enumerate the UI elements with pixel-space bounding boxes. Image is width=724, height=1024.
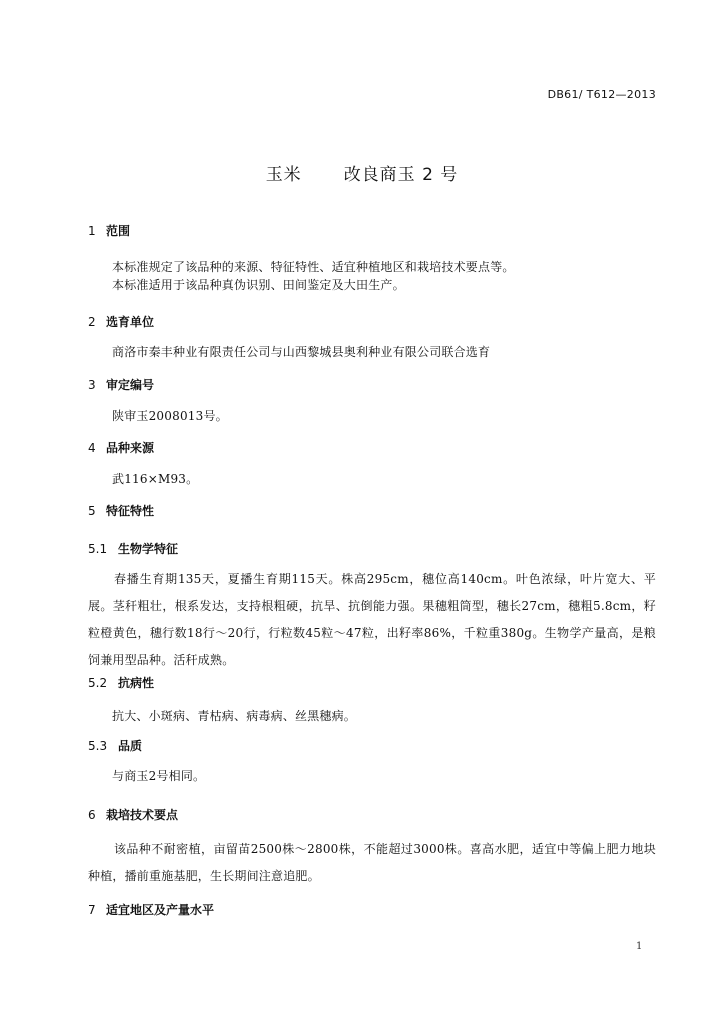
section-heading-scope: 1 范围 [88, 224, 131, 238]
section-heading-characteristics: 5 特征特性 [88, 504, 155, 518]
approval-text: 陕审玉2008013号。 [112, 409, 228, 423]
subsection-heading-biology: 5.1 生物学特征 [88, 542, 179, 556]
section-heading-cultivation: 6 栽培技术要点 [88, 808, 179, 822]
scope-line-1: 本标准规定了该品种的来源、特征特性、适宜种植地区和栽培技术要点等。 [112, 260, 515, 274]
resistance-text: 抗大、小斑病、青枯病、病毒病、丝黑穗病。 [112, 709, 357, 723]
origin-text: 武116×M93。 [112, 472, 199, 486]
biology-text: 春播生育期135天，夏播生育期115天。株高295cm，穗位高140cm。叶色浓绿，叶片宽大、平展。茎秆粗壮，根系发达，支持根粗硬，抗旱、抗倒能力强。果穗粗筒型，穗长27cm，穗粗5.8cm，籽粒橙黄色，穗行数18行～20行，行粒数45粒～47粒，出籽率86%，千粒重380g。生物学产量高，是粮饲兼用型品种。活秆成熟。 [88, 572, 656, 667]
breeder-text: 商洛市秦丰种业有限责任公司与山西黎城县奥利种业有限公司联合选育 [112, 345, 491, 359]
subsection-heading-quality: 5.3 品质 [88, 739, 143, 753]
section-heading-origin: 4 品种来源 [88, 441, 155, 455]
document-title [0, 160, 724, 185]
standard-code: DB61/ T612—2013 [547, 88, 656, 101]
scope-line-2: 本标准适用于该品种真伪识别、田间鉴定及大田生产。 [112, 278, 405, 292]
quality-text: 与商玉2号相同。 [112, 769, 206, 783]
section-heading-region-yield: 7 适宜地区及产量水平 [88, 903, 215, 917]
title-variety: 改良商玉 2 号 [343, 165, 459, 185]
section-heading-approval: 3 审定编号 [88, 378, 155, 392]
subsection-heading-resistance: 5.2 抗病性 [88, 676, 155, 690]
title-crop: 玉米 [265, 165, 302, 185]
section-heading-breeder: 2 选育单位 [88, 315, 155, 329]
cultivation-text: 该品种不耐密植，亩留苗2500株～2800株，不能超过3000株。喜高水肥，适宜中等偏上肥力地块种植，播前重施基肥，生长期间注意追肥。 [88, 842, 656, 883]
page-number: 1 [636, 941, 643, 952]
